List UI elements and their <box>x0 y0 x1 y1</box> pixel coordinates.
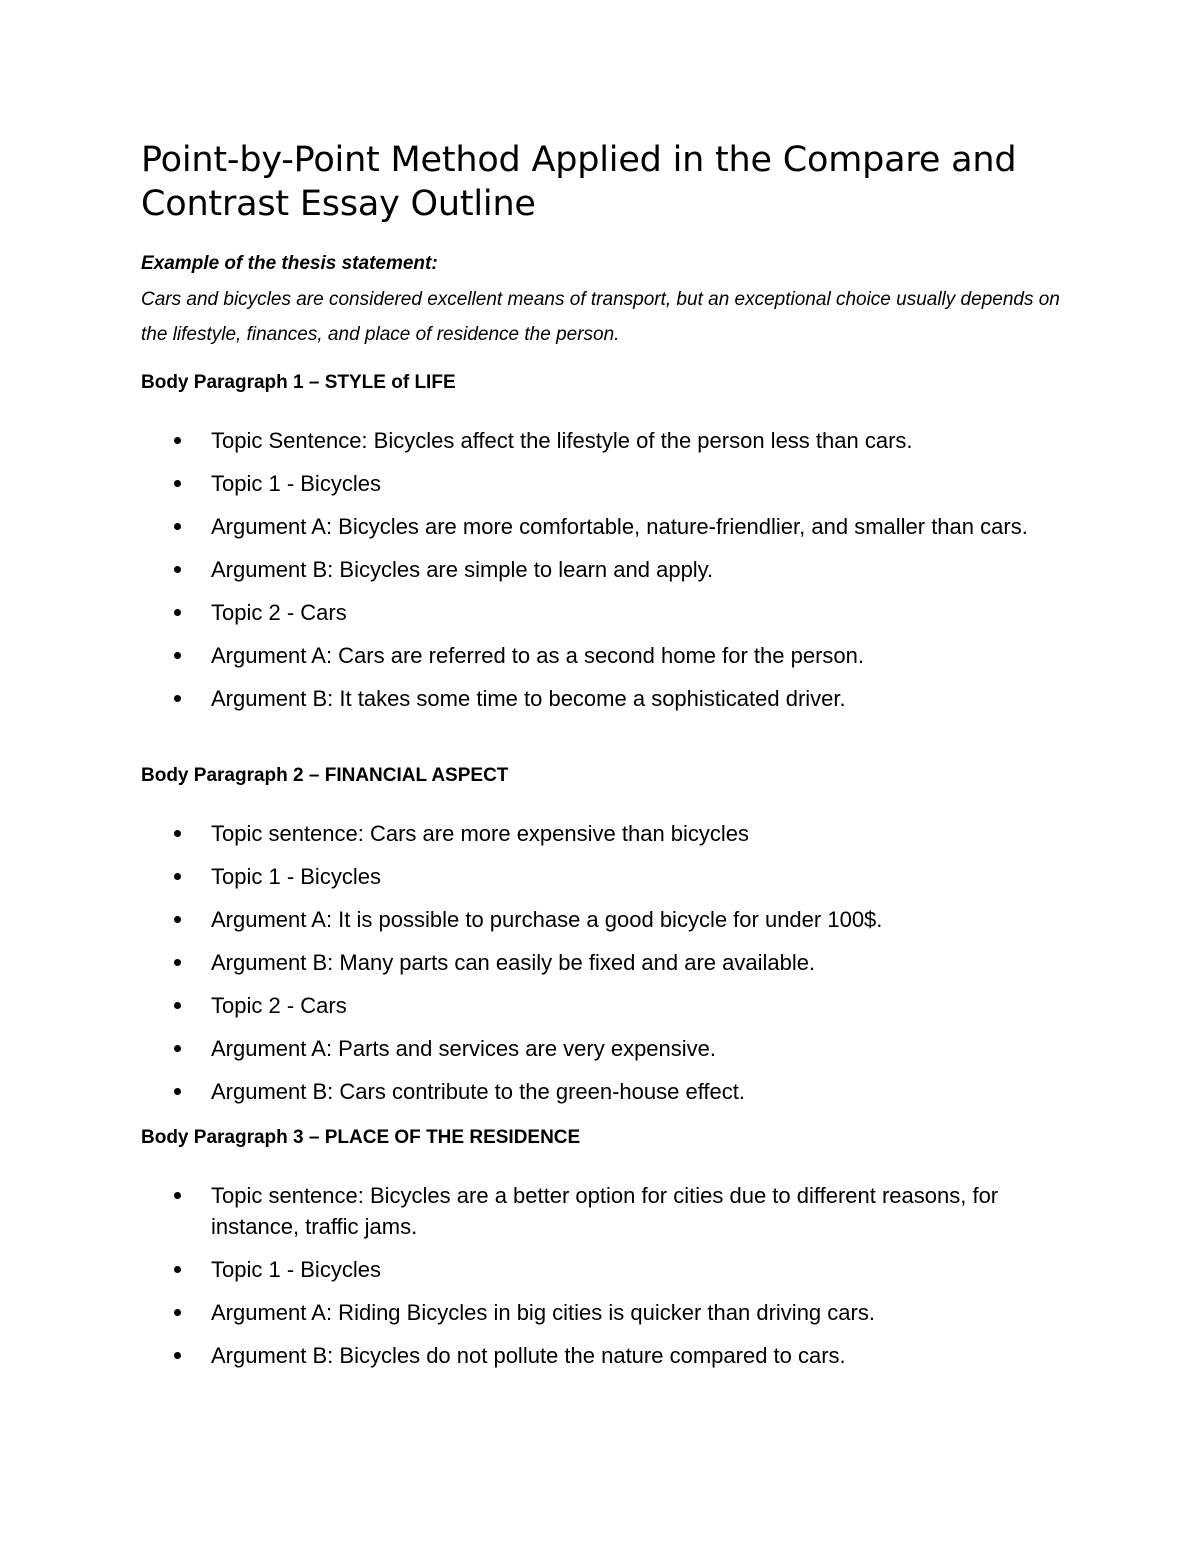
list-item-text: Argument B: It takes some time to become a sophisticated driver. <box>211 686 846 711</box>
list-item-text: Argument A: Bicycles are more comfortable, nature-friendlier, and smaller than cars. <box>211 514 1028 539</box>
list-item-text: Topic 2 - Cars <box>211 993 347 1018</box>
list-item-text: Argument B: Many parts can easily be fixed and are available. <box>211 950 816 975</box>
bullet-icon <box>174 480 181 487</box>
bullet-icon <box>174 1192 181 1199</box>
list-item <box>141 683 1041 714</box>
list-item-text: Argument A: It is possible to purchase a good bicycle for under 100$. <box>211 907 883 932</box>
list-item <box>141 640 1041 671</box>
bullet-icon <box>174 916 181 923</box>
bullet-icon <box>174 830 181 837</box>
list-item-text: Argument B: Cars contribute to the green-house effect. <box>211 1079 746 1104</box>
bullet-icon <box>174 609 181 616</box>
bullet-icon <box>174 566 181 573</box>
list-item <box>141 597 1041 628</box>
bullet-icon <box>174 695 181 702</box>
bullet-icon <box>174 523 181 530</box>
list-item <box>141 1076 1041 1107</box>
section-3-list <box>141 1180 1041 1371</box>
list-item-text: Argument B: Bicycles are simple to learn and apply. <box>211 557 714 582</box>
list-item-text: Argument B: Bicycles do not pollute the nature compared to cars. <box>211 1343 846 1368</box>
list-item <box>141 1297 1041 1328</box>
list-item <box>141 947 1041 978</box>
list-item <box>141 1340 1041 1371</box>
list-item <box>141 1180 1041 1242</box>
list-item-text: Topic 2 - Cars <box>211 600 347 625</box>
section-heading-3: Body Paragraph 3 – PLACE OF THE RESIDENCE <box>141 1127 581 1148</box>
list-item-text: Topic 1 - Bicycles <box>211 864 381 889</box>
bullet-icon <box>174 1266 181 1273</box>
bullet-icon <box>174 873 181 880</box>
bullet-icon <box>174 652 181 659</box>
list-item <box>141 554 1041 585</box>
bullet-icon <box>174 1352 181 1359</box>
list-item-text: Argument A: Riding Bicycles in big cities is quicker than driving cars. <box>211 1300 875 1325</box>
bullet-icon <box>174 1045 181 1052</box>
thesis-statement: Cars and bicycles are considered excellent means of transport, but an exceptional choice usually depends on the lifestyle, finances, and place of residence the person. <box>141 289 1060 345</box>
section-heading-1: Body Paragraph 1 – STYLE of LIFE <box>141 372 456 393</box>
list-item <box>141 904 1041 935</box>
list-item <box>141 990 1041 1021</box>
bullet-icon <box>174 1309 181 1316</box>
thesis-label: Example of the thesis statement: <box>141 253 438 274</box>
bullet-icon <box>174 1002 181 1009</box>
section-heading-2: Body Paragraph 2 – FINANCIAL ASPECT <box>141 765 509 786</box>
list-item <box>141 1033 1041 1064</box>
list-item-text: Topic 1 - Bicycles <box>211 471 381 496</box>
section-2-list <box>141 818 1041 1107</box>
list-item <box>141 425 1041 456</box>
list-item-text: Topic sentence: Cars are more expensive than bicycles <box>211 821 750 846</box>
list-item-text: Topic 1 - Bicycles <box>211 1257 381 1282</box>
list-item <box>141 861 1041 892</box>
bullet-icon <box>174 437 181 444</box>
list-item-text: Topic sentence: Bicycles are a better option for cities due to different reasons, for instance, traffic jams. <box>211 1183 999 1239</box>
bullet-icon <box>174 959 181 966</box>
list-item-text: Argument A: Parts and services are very expensive. <box>211 1036 717 1061</box>
document-title: Point-by-Point Method Applied in the Compare and Contrast Essay Outline <box>141 140 1017 224</box>
list-item <box>141 511 1041 542</box>
list-item <box>141 1254 1041 1285</box>
bullet-icon <box>174 1088 181 1095</box>
list-item-text: Topic Sentence: Bicycles affect the lifestyle of the person less than cars. <box>211 428 913 453</box>
list-item <box>141 468 1041 499</box>
list-item-text: Argument A: Cars are referred to as a second home for the person. <box>211 643 865 668</box>
section-1-list <box>141 425 1041 714</box>
list-item <box>141 818 1041 849</box>
